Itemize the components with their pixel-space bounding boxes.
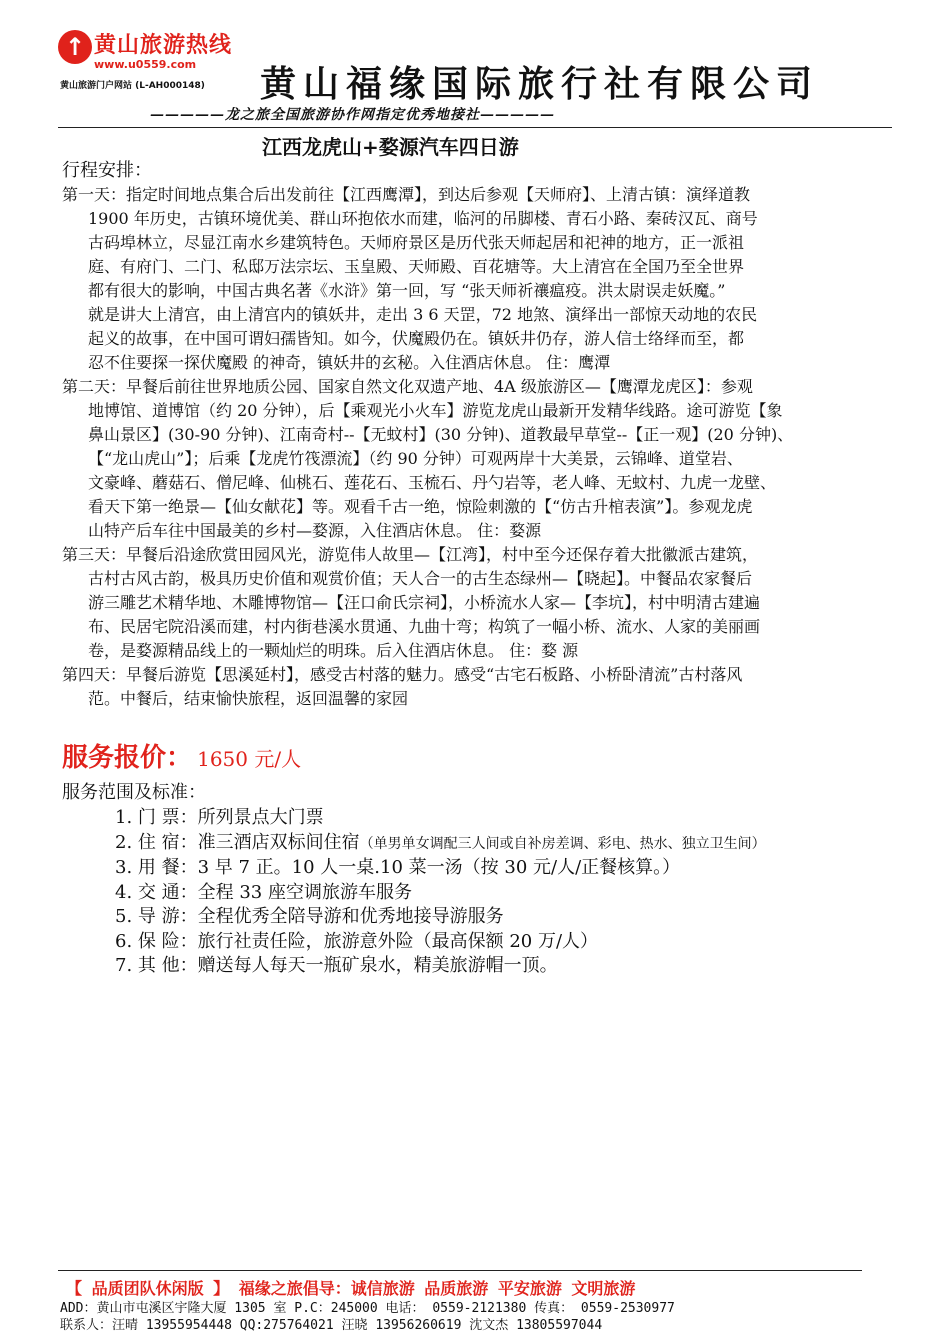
logo-url: www.u0559.com <box>94 58 197 71</box>
footer-divider <box>58 1270 862 1271</box>
day-line: 1900 年历史，古镇环境优美、群山环抱依水而建，临河的吊脚楼、青石小路、秦砖汉瓦、商号 <box>88 209 758 228</box>
price-label: 服务报价： <box>62 743 193 773</box>
day-line: 卷，是婺源精品线上的一颗灿烂的明珠。后入住酒店休息。 住：婺 源 <box>88 641 579 660</box>
day-line: 文豪峰、蘑菇石、僧尼峰、仙桃石、莲花石、玉梳石、丹勺岩等，老人峰、无蚊村、九虎一龙壁、 <box>88 473 777 492</box>
day-line: 第三天：早餐后沿途欣赏田园风光，游览伟人故里—【江湾】，村中至今还保存着大批徽派古建筑， <box>62 545 759 564</box>
day-line: 起义的故事，在中国可谓妇孺皆知。如今，伏魔殿仍在。镇妖井仍存，游人信士络绎而至，都 <box>88 329 745 348</box>
price <box>62 737 301 774</box>
day-line: 地博馆、道博馆（约 20 分钟），后【乘观光小火车】游览龙虎山最新开发精华线路。途可游览【象 <box>88 401 783 420</box>
day-line: 鼻山景区】(30-90 分钟)、江南奇村--【无蚊村】(30 分钟)、道教最早草堂--【正一观】(20 分钟)、 <box>88 425 794 444</box>
day-line: 第一天：指定时间地点集合后出发前往【江西鹰潭】，到达后参观【天师府】、上清古镇：演绎道教 <box>62 185 751 204</box>
day-4 <box>62 663 894 711</box>
day-line: 范。中餐后，结束愉快旅程，返回温馨的家园 <box>88 689 409 708</box>
itinerary-label: 行程安排： <box>62 160 152 181</box>
day-line: 就是讲大上清宫，由上清宫内的镇妖井，走出 3 6 天罡，72 地煞、演绎出一部惊天动地的农民 <box>88 305 758 324</box>
service-item <box>115 881 766 906</box>
price-value: 1650 元/人 <box>197 747 302 771</box>
day-line: 庭、有府门、二门、私邸万法宗坛、玉皇殿、天师殿、百花塘等。大上清宫在全国乃至全世界 <box>88 257 745 276</box>
footer-slogan: 【 品质团队休闲版 】 福缘之旅倡导：诚信旅游 品质旅游 平安旅游 文明旅游 <box>66 1279 636 1298</box>
service-text: 1. 门 票：所列景点大门票 <box>115 807 324 828</box>
footer-contacts: 联系人：汪晴 13955954448 QQ:275764021 汪晓 13956260619 沈文杰 13805597044 <box>60 1318 603 1333</box>
day-line: 第四天：早餐后游览【思溪延村】，感受古村落的魅力。感受“古宅石板路、小桥卧清流”古村落风 <box>62 665 743 684</box>
day-line: 【“龙山虎山”】；后乘【龙虎竹筏漂流】（约 90 分钟）可观两岸十大美景，云锦峰、道堂岩、 <box>88 449 743 468</box>
day-3 <box>62 543 894 663</box>
day-line: 看天下第一绝景—【仙女献花】等。观看千古一绝，惊险刺激的【“仿古升棺表演”】。参观龙虎 <box>88 497 753 516</box>
service-text: 3. 用 餐：3 早 7 正。10 人一桌.10 菜一汤（按 30 元/人/正餐核算。） <box>115 857 681 878</box>
logo-arrow-icon: ↑ <box>58 30 92 64</box>
trip-title: 江西龙虎山+婺源汽车四日游 <box>262 135 519 159</box>
company-name: 黄山福缘国际旅行社有限公司 <box>260 63 820 105</box>
logo-subtitle: 黄山旅游门户网站 (L-AH000148) <box>60 81 205 91</box>
day-line: 古村古风古韵，极具历史价值和观赏价值；天人合一的古生态绿州—【晓起】。中餐品农家餐后 <box>88 569 753 588</box>
services-list <box>115 806 766 979</box>
day-2 <box>62 375 894 543</box>
day-1 <box>62 183 894 375</box>
day-line: 布、民居宅院沿溪而建，村内街巷溪水贯通、九曲十弯；构筑了一幅小桥、流水、人家的美丽画 <box>88 617 761 636</box>
service-item <box>115 856 766 881</box>
header-divider <box>58 127 892 128</box>
service-text: 7. 其 他：赠送每人每天一瓶矿泉水，精美旅游帽一顶。 <box>115 955 558 976</box>
service-item <box>115 930 766 955</box>
service-item <box>115 954 766 979</box>
logo-name: 黄山旅游热线 <box>94 33 233 58</box>
day-line: 忍不住要探一探伏魔殿 的神奇，镇妖井的玄秘。入住酒店休息。 住：鹰潭 <box>88 353 611 372</box>
itinerary <box>62 183 894 711</box>
company-tagline: —————龙之旅全国旅游协作网指定优秀地接社————— <box>150 107 555 123</box>
day-line: 山特产后车往中国最美的乡村—婺源，入住酒店休息。 住：婺源 <box>88 521 542 540</box>
service-note: （单男单女调配三人间或自补房差调、彩电、热水、独立卫生间） <box>359 835 766 852</box>
service-text: 4. 交 通：全程 33 座空调旅游车服务 <box>115 881 412 903</box>
service-item <box>115 831 766 857</box>
day-line: 第二天：早餐后前往世界地质公园、国家自然文化双遗产地、4A 级旅游区—【鹰潭龙虎区】：参观 <box>62 377 753 396</box>
day-line: 游三雕艺术精华地、木雕博物馆—【汪口俞氏宗祠】，小桥流水人家—【李坑】，村中明清古建遍 <box>88 593 761 612</box>
day-line: 古码埠林立，尽显江南水乡建筑特色。天师府景区是历代张天师起居和祀神的地方，正一派祖 <box>88 233 745 252</box>
services-label: 服务范围及标准： <box>62 782 206 803</box>
service-item <box>115 905 766 930</box>
footer-address: ADD：黄山市屯溪区宇隆大厦 1305 室 P.C：245000 电话： 0559-2121380 传真： 0559-2530977 <box>60 1301 675 1316</box>
service-text: 2. 住 宿：准三酒店双标间住宿 <box>115 831 360 853</box>
day-line: 都有很大的影响，中国古典名著《水浒》第一回，写 “张天师祈禳瘟疫。洪太尉误走妖魔。” <box>88 281 726 300</box>
service-item <box>115 806 766 831</box>
service-text: 5. 导 游：全程优秀全陪导游和优秀地接导游服务 <box>115 906 504 927</box>
service-text: 6. 保 险：旅行社责任险，旅游意外险（最高保额 20 万/人） <box>115 930 599 952</box>
brand-logo <box>58 28 238 96</box>
